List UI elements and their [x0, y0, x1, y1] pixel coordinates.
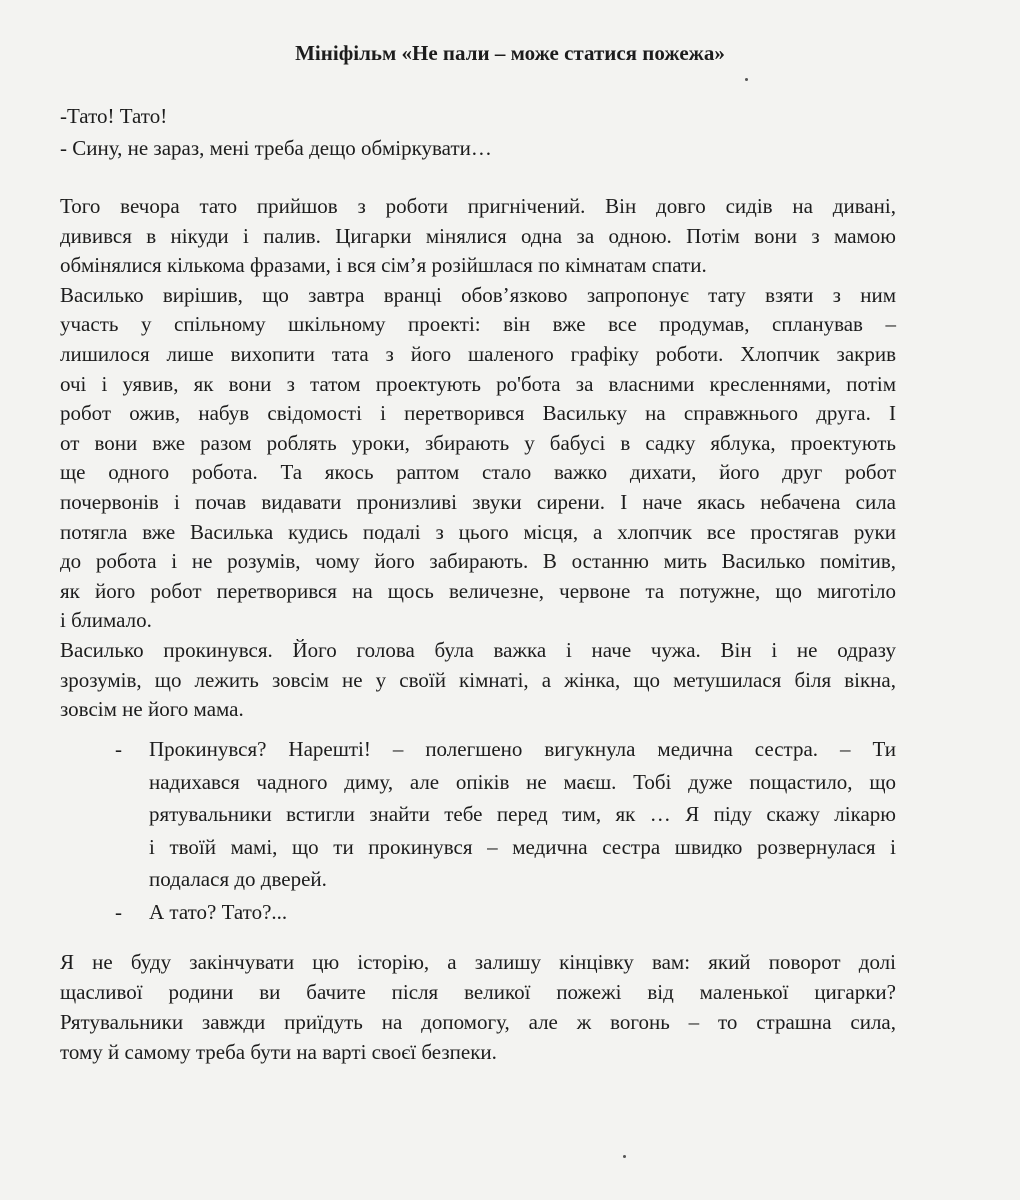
paragraph-line: як його робот перетворився на щось величезне, червоне та потужне, що миготіло [60, 578, 896, 603]
paragraph-line: от вони вже разом роблять уроки, збирають у бабусі в садку яблука, проектують [60, 430, 896, 455]
scan-speck [623, 1155, 626, 1158]
paragraph-line: Василько прокинувся. Його голова була важка і наче чужа. Він і не одразу [60, 637, 896, 662]
paragraph-line: очі і уявив, як вони з татом проектують ро'бота за власними кресленнями, потім [60, 371, 896, 396]
paragraph-line: дивився в нікуди і палив. Цигарки мінялися одна за одною. Потім вони з мамою [60, 223, 896, 248]
dialog-line: - Сину, не зараз, мені треба дещо обміркувати… [60, 136, 492, 160]
paragraph-line: зрозумів, що лежить зовсім не у своїй кімнаті, а жінка, що метушилася біля вікна, [60, 667, 896, 692]
paragraph-line: потягла вже Василька кудись подалі з цього місця, а хлопчик все простягав руки [60, 519, 896, 544]
paragraph-line: Я не буду закінчувати цю історію, а залишу кінцівку вам: який поворот долі [60, 950, 896, 974]
paragraph-line: Того вечора тато прийшов з роботи пригнічений. Він довго сидів на дивані, [60, 194, 896, 218]
scan-speck [745, 78, 748, 81]
paragraph-line: Рятувальники завжди приїдуть на допомогу, але ж вогонь – то страшна сила, [60, 1010, 896, 1034]
paragraph [60, 192, 896, 281]
list-dash: - [115, 737, 122, 761]
paragraph-line: зовсім не його мама. [60, 697, 244, 722]
paragraph-line: щасливої родини ви бачите після великої пожежі від маленької цигарки? [60, 980, 896, 1004]
paragraph [60, 281, 896, 636]
paragraph-line: участь у спільному шкільному проекті: він вже все продумав, спланував – [60, 312, 896, 337]
paragraph-line: і блимало. [60, 608, 152, 633]
opening-dialog [60, 100, 920, 164]
paragraph-line: Василько вирішив, що завтра вранці обов’язково запропонує тату взяти з ним [60, 282, 896, 307]
list-item-line: і твоїй мамі, що ти прокинувся – медична сестра швидко розвернулася і [149, 834, 896, 859]
list-item [60, 733, 920, 896]
story-body [60, 192, 896, 725]
list-item-text [149, 896, 896, 929]
paragraph-line: до робота і не розумів, чому його забирають. В останню мить Василько помітив, [60, 549, 896, 574]
list-item-line: надихався чадного диму, але опіків не маєш. Тобі дуже пощастило, що [149, 769, 896, 794]
list-item-line: Прокинувся? Нарешті! – полегшено вигукнула медична сестра. – Ти [149, 737, 896, 761]
paragraph-line: лишилося лише вихопити тата з його шаленого графіку роботи. Хлопчик закрив [60, 341, 896, 366]
list-item-line: рятувальники встигли знайти тебе перед тим, як … Я піду скажу лікарю [149, 802, 896, 826]
paragraph-line: почервонів і почав видавати пронизливі звуки сирени. І наче якась небачена сила [60, 489, 896, 514]
list-item-line: подалася до дверей. [149, 867, 327, 891]
paragraph-line: тому й самому треба бути на варті своєї безпеки. [60, 1040, 497, 1064]
list-item-line: А тато? Тато?... [149, 899, 288, 924]
list-item-text [149, 733, 896, 896]
paragraph-line: обмінялися кількома фразами, і вся сім’я розійшлася по кімнатам спати. [60, 253, 707, 278]
closing-paragraph [60, 947, 896, 1067]
list-item [60, 896, 920, 929]
dialog-list [60, 733, 920, 928]
document-title: Мініфільм «Не пали – може статися пожежа» [295, 41, 725, 65]
paragraph [60, 636, 896, 725]
dialog-line: -Тато! Тато! [60, 104, 168, 128]
list-dash: - [115, 899, 122, 924]
paragraph-line: робот ожив, набув свідомості і перетворився Васильку на справжнього друга. І [60, 401, 896, 426]
paragraph-line: ще одного робота. Та якось раптом стало важко дихати, його друг робот [60, 460, 896, 485]
